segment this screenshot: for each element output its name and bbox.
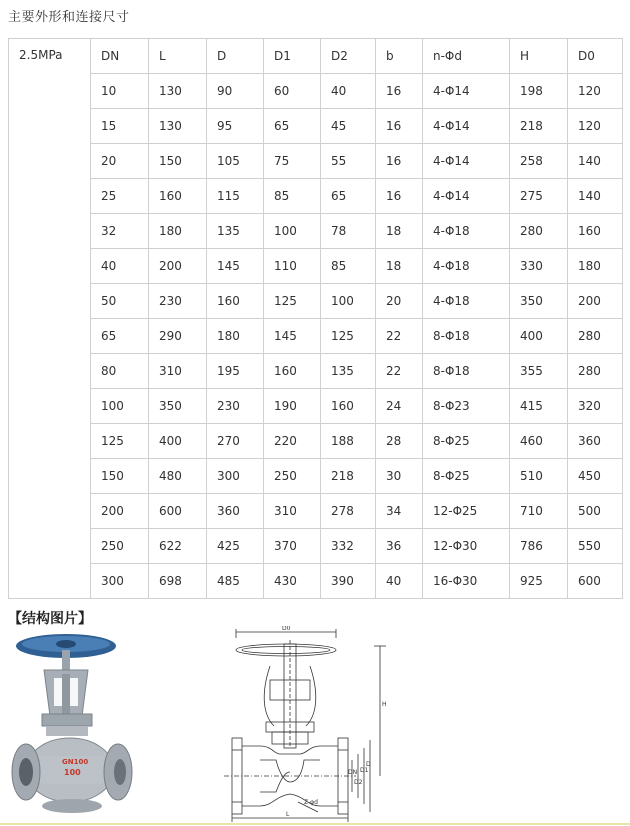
dim-label-d0: D0: [282, 626, 291, 632]
table-cell: 130: [149, 74, 207, 109]
table-cell: 85: [264, 179, 321, 214]
table-cell: 355: [510, 354, 568, 389]
table-cell: 130: [149, 109, 207, 144]
table-cell: 360: [207, 494, 264, 529]
table-cell: 20: [376, 284, 423, 319]
table-cell: 16: [376, 74, 423, 109]
table-cell: 180: [568, 249, 623, 284]
table-cell: 190: [264, 389, 321, 424]
table-cell: 280: [510, 214, 568, 249]
table-cell: 320: [568, 389, 623, 424]
table-cell: 105: [207, 144, 264, 179]
column-header: D1: [264, 39, 321, 74]
column-header: D0: [568, 39, 623, 74]
dim-label-l: L: [286, 811, 290, 818]
table-header-row: [9, 39, 623, 74]
column-header: D2: [321, 39, 376, 74]
dim-label-d2: D2: [354, 779, 363, 786]
table-cell: 250: [264, 459, 321, 494]
table-cell: 34: [376, 494, 423, 529]
table-cell: 120: [568, 109, 623, 144]
table-cell: 15: [91, 109, 149, 144]
table-cell: 16: [376, 179, 423, 214]
table-cell: 80: [91, 354, 149, 389]
table-row: [9, 494, 623, 529]
table-cell: 150: [149, 144, 207, 179]
table-cell: 10: [91, 74, 149, 109]
table-cell: 30: [376, 459, 423, 494]
table-row: [9, 564, 623, 599]
table-cell: 135: [207, 214, 264, 249]
table-cell: 20: [91, 144, 149, 179]
table-cell: 230: [207, 389, 264, 424]
table-cell: 160: [149, 179, 207, 214]
column-header: H: [510, 39, 568, 74]
table-cell: 25: [91, 179, 149, 214]
column-header: L: [149, 39, 207, 74]
table-cell: 200: [91, 494, 149, 529]
table-row: [9, 389, 623, 424]
table-cell: 160: [264, 354, 321, 389]
table-cell: 350: [510, 284, 568, 319]
table-row: [9, 529, 623, 564]
table-cell: 8-Φ18: [423, 354, 510, 389]
table-cell: 180: [207, 319, 264, 354]
table-cell: 300: [91, 564, 149, 599]
table-row: [9, 144, 623, 179]
table-cell: 400: [510, 319, 568, 354]
section-title: 【结构图片】: [8, 611, 92, 627]
table-cell: 310: [264, 494, 321, 529]
table-body: [9, 39, 623, 599]
table-cell: 140: [568, 144, 623, 179]
table-cell: 50: [91, 284, 149, 319]
table-cell: 415: [510, 389, 568, 424]
table-cell: 36: [376, 529, 423, 564]
table-row: [9, 319, 623, 354]
table-cell: 550: [568, 529, 623, 564]
table-cell: 16-Φ30: [423, 564, 510, 599]
table-cell: 85: [321, 249, 376, 284]
table-cell: 75: [264, 144, 321, 179]
table-cell: 28: [376, 424, 423, 459]
table-cell: 450: [568, 459, 623, 494]
pressure-cell: 2.5MPa: [9, 39, 91, 599]
table-cell: 500: [568, 494, 623, 529]
column-header: DN: [91, 39, 149, 74]
dim-label-h: H: [382, 701, 387, 708]
table-cell: 198: [510, 74, 568, 109]
body-mark-2: 100: [64, 768, 81, 777]
table-row: [9, 459, 623, 494]
table-cell: 278: [321, 494, 376, 529]
table-cell: 4-Φ14: [423, 179, 510, 214]
table-cell: 55: [321, 144, 376, 179]
valve-photo: [8, 630, 138, 818]
table-cell: 140: [568, 179, 623, 214]
table-cell: 90: [207, 74, 264, 109]
page-heading: 主要外形和连接尺寸: [8, 10, 130, 25]
table-cell: 160: [568, 214, 623, 249]
table-cell: 4-Φ18: [423, 214, 510, 249]
table-cell: 280: [568, 319, 623, 354]
table-cell: 350: [149, 389, 207, 424]
table-cell: 180: [149, 214, 207, 249]
table-cell: 4-Φ18: [423, 249, 510, 284]
table-cell: 600: [568, 564, 623, 599]
table-cell: 22: [376, 319, 423, 354]
table-cell: 480: [149, 459, 207, 494]
table-cell: 220: [264, 424, 321, 459]
table-cell: 100: [264, 214, 321, 249]
dim-label-z-phid: Z-φd: [304, 799, 318, 806]
column-header: b: [376, 39, 423, 74]
table-cell: 330: [510, 249, 568, 284]
table-cell: 160: [321, 389, 376, 424]
table-cell: 510: [510, 459, 568, 494]
table-cell: 250: [91, 529, 149, 564]
table-row: [9, 249, 623, 284]
table-cell: 4-Φ18: [423, 284, 510, 319]
table-cell: 460: [510, 424, 568, 459]
table-cell: 110: [264, 249, 321, 284]
table-cell: 12-Φ30: [423, 529, 510, 564]
table-cell: 65: [91, 319, 149, 354]
table-cell: 925: [510, 564, 568, 599]
table-cell: 360: [568, 424, 623, 459]
table-cell: 125: [264, 284, 321, 319]
table-cell: 16: [376, 109, 423, 144]
table-cell: 300: [207, 459, 264, 494]
dim-label-dn: DN: [348, 769, 358, 776]
table-cell: 195: [207, 354, 264, 389]
dim-label-d: D: [366, 761, 371, 768]
table-cell: 230: [149, 284, 207, 319]
body-mark-1: GN100: [62, 758, 89, 766]
table-cell: 125: [321, 319, 376, 354]
table-cell: 290: [149, 319, 207, 354]
table-cell: 100: [321, 284, 376, 319]
table-cell: 370: [264, 529, 321, 564]
table-cell: 332: [321, 529, 376, 564]
table-cell: 4-Φ14: [423, 74, 510, 109]
table-cell: 24: [376, 389, 423, 424]
table-cell: 145: [207, 249, 264, 284]
table-cell: 218: [321, 459, 376, 494]
dimensions-table: [8, 38, 623, 599]
table-cell: 12-Φ25: [423, 494, 510, 529]
table-cell: 150: [91, 459, 149, 494]
table-cell: 485: [207, 564, 264, 599]
table-cell: 275: [510, 179, 568, 214]
table-cell: 135: [321, 354, 376, 389]
table-cell: 18: [376, 214, 423, 249]
table-cell: 120: [568, 74, 623, 109]
table-row: [9, 179, 623, 214]
table-cell: 115: [207, 179, 264, 214]
table-cell: 390: [321, 564, 376, 599]
table-cell: 310: [149, 354, 207, 389]
table-cell: 4-Φ14: [423, 109, 510, 144]
column-header: n-Φd: [423, 39, 510, 74]
table-cell: 16: [376, 144, 423, 179]
table-cell: 160: [207, 284, 264, 319]
table-cell: 22: [376, 354, 423, 389]
table-row: [9, 284, 623, 319]
table-cell: 45: [321, 109, 376, 144]
table-cell: 188: [321, 424, 376, 459]
table-cell: 65: [264, 109, 321, 144]
table-cell: 280: [568, 354, 623, 389]
table-row: [9, 74, 623, 109]
table-cell: 8-Φ25: [423, 424, 510, 459]
table-cell: 218: [510, 109, 568, 144]
table-cell: 698: [149, 564, 207, 599]
table-cell: 270: [207, 424, 264, 459]
dim-label-d1: D1: [360, 767, 369, 774]
bottom-divider: [0, 823, 630, 825]
table-cell: 32: [91, 214, 149, 249]
table-cell: 40: [91, 249, 149, 284]
table-cell: 40: [376, 564, 423, 599]
table-cell: 4-Φ14: [423, 144, 510, 179]
table-cell: 95: [207, 109, 264, 144]
table-cell: 425: [207, 529, 264, 564]
table-cell: 786: [510, 529, 568, 564]
valve-cross-section-drawing: [220, 626, 420, 822]
table-row: [9, 354, 623, 389]
table-cell: 600: [149, 494, 207, 529]
table-cell: 258: [510, 144, 568, 179]
table-cell: 60: [264, 74, 321, 109]
table-row: [9, 109, 623, 144]
table-row: [9, 214, 623, 249]
table-cell: 200: [149, 249, 207, 284]
table-cell: 8-Φ18: [423, 319, 510, 354]
table-cell: 8-Φ25: [423, 459, 510, 494]
table-cell: 78: [321, 214, 376, 249]
table-cell: 65: [321, 179, 376, 214]
table-cell: 125: [91, 424, 149, 459]
table-cell: 145: [264, 319, 321, 354]
table-cell: 8-Φ23: [423, 389, 510, 424]
table-cell: 710: [510, 494, 568, 529]
table-cell: 200: [568, 284, 623, 319]
table-cell: 18: [376, 249, 423, 284]
table-row: [9, 424, 623, 459]
table-cell: 400: [149, 424, 207, 459]
table-cell: 40: [321, 74, 376, 109]
table-cell: 622: [149, 529, 207, 564]
table-cell: 100: [91, 389, 149, 424]
table-cell: 430: [264, 564, 321, 599]
column-header: D: [207, 39, 264, 74]
